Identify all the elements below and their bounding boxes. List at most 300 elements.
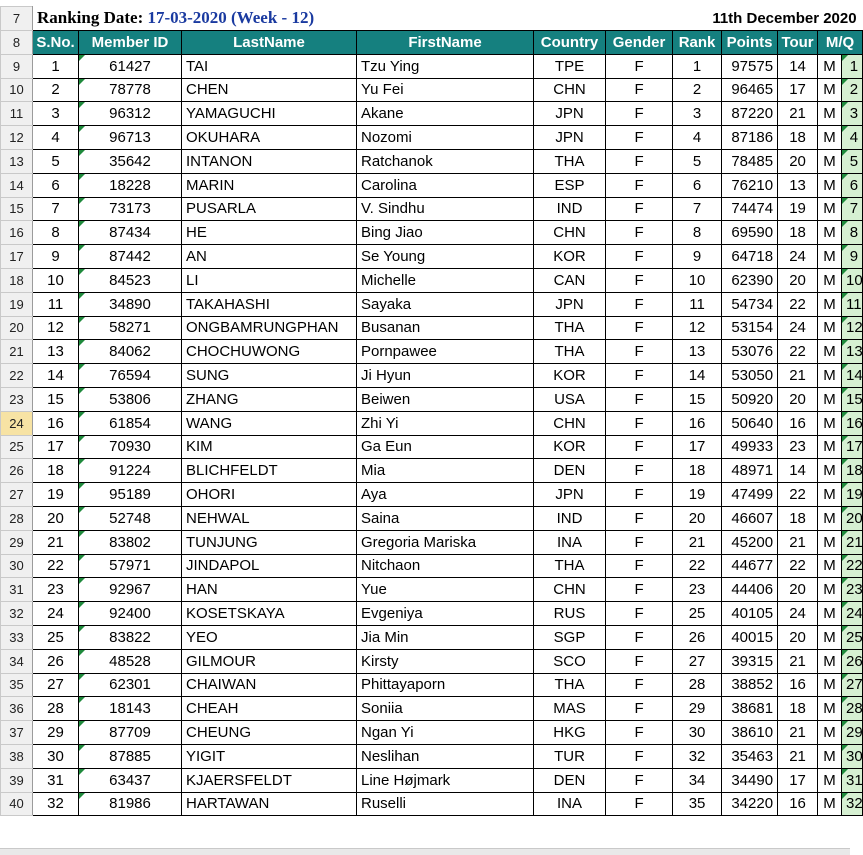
cell-member-id[interactable]: 34890	[79, 292, 182, 316]
cell-tour[interactable]: 17	[778, 78, 818, 102]
header-gender[interactable]: Gender	[606, 31, 673, 55]
cell-m[interactable]: M	[818, 697, 842, 721]
cell-lastname[interactable]: CHEN	[182, 78, 357, 102]
cell-q[interactable]: 20	[842, 506, 863, 530]
cell-country[interactable]: THA	[534, 340, 606, 364]
cell-q[interactable]: 22	[842, 554, 863, 578]
cell-country[interactable]: CHN	[534, 78, 606, 102]
cell-country[interactable]: JPN	[534, 102, 606, 126]
cell-member-id[interactable]: 52748	[79, 506, 182, 530]
cell-points[interactable]: 87220	[722, 102, 778, 126]
cell-rank[interactable]: 13	[673, 340, 722, 364]
cell-tour[interactable]: 24	[778, 245, 818, 269]
cell-tour[interactable]: 20	[778, 149, 818, 173]
cell-tour[interactable]: 20	[778, 268, 818, 292]
cell-sno[interactable]: 11	[33, 292, 79, 316]
cell-tour[interactable]: 18	[778, 697, 818, 721]
cell-sno[interactable]: 28	[33, 697, 79, 721]
cell-member-id[interactable]: 92400	[79, 602, 182, 626]
row-header[interactable]: 23	[1, 387, 33, 411]
cell-sno[interactable]: 21	[33, 530, 79, 554]
cell-rank[interactable]: 6	[673, 173, 722, 197]
cell-tour[interactable]: 21	[778, 530, 818, 554]
cell-member-id[interactable]: 70930	[79, 435, 182, 459]
cell-firstname[interactable]: Neslihan	[357, 744, 534, 768]
cell-firstname[interactable]: Nitchaon	[357, 554, 534, 578]
cell-sno[interactable]: 27	[33, 673, 79, 697]
row-header[interactable]: 12	[1, 126, 33, 150]
cell-member-id[interactable]: 81986	[79, 792, 182, 816]
cell-m[interactable]: M	[818, 364, 842, 388]
cell-q[interactable]: 15	[842, 387, 863, 411]
cell-lastname[interactable]: PUSARLA	[182, 197, 357, 221]
row-header[interactable]: 9	[1, 54, 33, 78]
cell-firstname[interactable]: Bing Jiao	[357, 221, 534, 245]
cell-sno[interactable]: 22	[33, 554, 79, 578]
row-header[interactable]: 25	[1, 435, 33, 459]
cell-country[interactable]: SGP	[534, 625, 606, 649]
cell-country[interactable]: JPN	[534, 292, 606, 316]
cell-q[interactable]: 12	[842, 316, 863, 340]
cell-country[interactable]: HKG	[534, 721, 606, 745]
cell-rank[interactable]: 11	[673, 292, 722, 316]
cell-country[interactable]: KOR	[534, 364, 606, 388]
cell-member-id[interactable]: 87709	[79, 721, 182, 745]
cell-points[interactable]: 47499	[722, 483, 778, 507]
cell-rank[interactable]: 15	[673, 387, 722, 411]
cell-sno[interactable]: 1	[33, 54, 79, 78]
cell-sno[interactable]: 12	[33, 316, 79, 340]
cell-member-id[interactable]: 96312	[79, 102, 182, 126]
cell-m[interactable]: M	[818, 554, 842, 578]
cell-lastname[interactable]: HARTAWAN	[182, 792, 357, 816]
cell-lastname[interactable]: INTANON	[182, 149, 357, 173]
cell-tour[interactable]: 24	[778, 602, 818, 626]
cell-m[interactable]: M	[818, 197, 842, 221]
cell-tour[interactable]: 16	[778, 673, 818, 697]
cell-rank[interactable]: 9	[673, 245, 722, 269]
cell-country[interactable]: MAS	[534, 697, 606, 721]
cell-rank[interactable]: 35	[673, 792, 722, 816]
cell-firstname[interactable]: Se Young	[357, 245, 534, 269]
cell-tour[interactable]: 19	[778, 197, 818, 221]
cell-rank[interactable]: 5	[673, 149, 722, 173]
cell-points[interactable]: 76210	[722, 173, 778, 197]
cell-m[interactable]: M	[818, 506, 842, 530]
cell-member-id[interactable]: 87885	[79, 744, 182, 768]
cell-m[interactable]: M	[818, 578, 842, 602]
cell-m[interactable]: M	[818, 102, 842, 126]
cell-firstname[interactable]: Ruselli	[357, 792, 534, 816]
cell-member-id[interactable]: 61854	[79, 411, 182, 435]
cell-points[interactable]: 53050	[722, 364, 778, 388]
cell-firstname[interactable]: Kirsty	[357, 649, 534, 673]
cell-q[interactable]: 31	[842, 768, 863, 792]
cell-rank[interactable]: 12	[673, 316, 722, 340]
row-header[interactable]: 18	[1, 268, 33, 292]
cell-firstname[interactable]: Ji Hyun	[357, 364, 534, 388]
cell-points[interactable]: 46607	[722, 506, 778, 530]
row-header[interactable]: 29	[1, 530, 33, 554]
cell-rank[interactable]: 10	[673, 268, 722, 292]
cell-rank[interactable]: 20	[673, 506, 722, 530]
cell-member-id[interactable]: 18228	[79, 173, 182, 197]
cell-points[interactable]: 38610	[722, 721, 778, 745]
cell-points[interactable]: 39315	[722, 649, 778, 673]
cell-lastname[interactable]: GILMOUR	[182, 649, 357, 673]
cell-m[interactable]: M	[818, 459, 842, 483]
cell-points[interactable]: 62390	[722, 268, 778, 292]
row-header[interactable]: 19	[1, 292, 33, 316]
cell-rank[interactable]: 27	[673, 649, 722, 673]
cell-points[interactable]: 54734	[722, 292, 778, 316]
cell-tour[interactable]: 21	[778, 649, 818, 673]
header-member-id[interactable]: Member ID	[79, 31, 182, 55]
row-header[interactable]: 40	[1, 792, 33, 816]
cell-lastname[interactable]: CHAIWAN	[182, 673, 357, 697]
cell-tour[interactable]: 17	[778, 768, 818, 792]
cell-tour[interactable]: 21	[778, 744, 818, 768]
cell-q[interactable]: 30	[842, 744, 863, 768]
cell-lastname[interactable]: CHEAH	[182, 697, 357, 721]
cell-gender[interactable]: F	[606, 54, 673, 78]
cell-lastname[interactable]: HAN	[182, 578, 357, 602]
cell-m[interactable]: M	[818, 721, 842, 745]
cell-rank[interactable]: 17	[673, 435, 722, 459]
cell-points[interactable]: 97575	[722, 54, 778, 78]
cell-firstname[interactable]: Pornpawee	[357, 340, 534, 364]
cell-rank[interactable]: 25	[673, 602, 722, 626]
cell-country[interactable]: IND	[534, 506, 606, 530]
cell-sno[interactable]: 8	[33, 221, 79, 245]
cell-q[interactable]: 28	[842, 697, 863, 721]
header-points[interactable]: Points	[722, 31, 778, 55]
cell-sno[interactable]: 26	[33, 649, 79, 673]
cell-gender[interactable]: F	[606, 268, 673, 292]
cell-points[interactable]: 38852	[722, 673, 778, 697]
cell-firstname[interactable]: Soniia	[357, 697, 534, 721]
cell-points[interactable]: 50920	[722, 387, 778, 411]
cell-firstname[interactable]: Saina	[357, 506, 534, 530]
cell-q[interactable]: 5	[842, 149, 863, 173]
cell-sno[interactable]: 14	[33, 364, 79, 388]
row-header[interactable]: 22	[1, 364, 33, 388]
cell-gender[interactable]: F	[606, 126, 673, 150]
cell-tour[interactable]: 22	[778, 554, 818, 578]
cell-m[interactable]: M	[818, 340, 842, 364]
cell-country[interactable]: KOR	[534, 245, 606, 269]
cell-lastname[interactable]: YEO	[182, 625, 357, 649]
cell-tour[interactable]: 16	[778, 411, 818, 435]
cell-firstname[interactable]: Ga Eun	[357, 435, 534, 459]
cell-points[interactable]: 38681	[722, 697, 778, 721]
cell-lastname[interactable]: CHEUNG	[182, 721, 357, 745]
row-header[interactable]: 14	[1, 173, 33, 197]
cell-firstname[interactable]: V. Sindhu	[357, 197, 534, 221]
cell-gender[interactable]: F	[606, 697, 673, 721]
row-header[interactable]: 33	[1, 625, 33, 649]
cell-sno[interactable]: 31	[33, 768, 79, 792]
cell-firstname[interactable]: Tzu Ying	[357, 54, 534, 78]
cell-sno[interactable]: 10	[33, 268, 79, 292]
cell-country[interactable]: JPN	[534, 483, 606, 507]
cell-sno[interactable]: 30	[33, 744, 79, 768]
report-date-cell[interactable]: 11th December 2020	[712, 9, 857, 27]
cell-points[interactable]: 50640	[722, 411, 778, 435]
cell-lastname[interactable]: JINDAPOL	[182, 554, 357, 578]
cell-member-id[interactable]: 92967	[79, 578, 182, 602]
cell-member-id[interactable]: 53806	[79, 387, 182, 411]
cell-m[interactable]: M	[818, 173, 842, 197]
cell-sno[interactable]: 6	[33, 173, 79, 197]
cell-member-id[interactable]: 83802	[79, 530, 182, 554]
cell-member-id[interactable]: 84062	[79, 340, 182, 364]
cell-gender[interactable]: F	[606, 554, 673, 578]
cell-member-id[interactable]: 78778	[79, 78, 182, 102]
cell-country[interactable]: THA	[534, 149, 606, 173]
cell-gender[interactable]: F	[606, 340, 673, 364]
cell-member-id[interactable]: 91224	[79, 459, 182, 483]
cell-q[interactable]: 11	[842, 292, 863, 316]
cell-gender[interactable]: F	[606, 459, 673, 483]
row-header[interactable]: 27	[1, 483, 33, 507]
cell-q[interactable]: 6	[842, 173, 863, 197]
cell-tour[interactable]: 22	[778, 483, 818, 507]
cell-m[interactable]: M	[818, 54, 842, 78]
cell-country[interactable]: KOR	[534, 435, 606, 459]
cell-tour[interactable]: 18	[778, 221, 818, 245]
cell-gender[interactable]: F	[606, 102, 673, 126]
cell-member-id[interactable]: 83822	[79, 625, 182, 649]
cell-member-id[interactable]: 63437	[79, 768, 182, 792]
cell-member-id[interactable]: 35642	[79, 149, 182, 173]
cell-points[interactable]: 35463	[722, 744, 778, 768]
cell-country[interactable]: RUS	[534, 602, 606, 626]
cell-q[interactable]: 3	[842, 102, 863, 126]
cell-points[interactable]: 49933	[722, 435, 778, 459]
cell-lastname[interactable]: BLICHFELDT	[182, 459, 357, 483]
cell-member-id[interactable]: 62301	[79, 673, 182, 697]
cell-q[interactable]: 9	[842, 245, 863, 269]
cell-q[interactable]: 19	[842, 483, 863, 507]
cell-gender[interactable]: F	[606, 245, 673, 269]
cell-m[interactable]: M	[818, 221, 842, 245]
cell-sno[interactable]: 23	[33, 578, 79, 602]
cell-rank[interactable]: 14	[673, 364, 722, 388]
row-header[interactable]: 37	[1, 721, 33, 745]
row-header[interactable]: 32	[1, 602, 33, 626]
cell-q[interactable]: 18	[842, 459, 863, 483]
cell-gender[interactable]: F	[606, 744, 673, 768]
cell-firstname[interactable]: Akane	[357, 102, 534, 126]
cell-gender[interactable]: F	[606, 625, 673, 649]
cell-m[interactable]: M	[818, 625, 842, 649]
cell-q[interactable]: 32	[842, 792, 863, 816]
cell-m[interactable]: M	[818, 768, 842, 792]
cell-gender[interactable]: F	[606, 78, 673, 102]
cell-tour[interactable]: 20	[778, 578, 818, 602]
cell-country[interactable]: CHN	[534, 221, 606, 245]
header-sno[interactable]: S.No.	[33, 31, 79, 55]
cell-gender[interactable]: F	[606, 173, 673, 197]
cell-points[interactable]: 48971	[722, 459, 778, 483]
cell-country[interactable]: USA	[534, 387, 606, 411]
cell-gender[interactable]: F	[606, 411, 673, 435]
row-header[interactable]: 24	[1, 411, 33, 435]
cell-tour[interactable]: 14	[778, 54, 818, 78]
cell-sno[interactable]: 15	[33, 387, 79, 411]
cell-country[interactable]: TUR	[534, 744, 606, 768]
cell-q[interactable]: 13	[842, 340, 863, 364]
cell-country[interactable]: THA	[534, 554, 606, 578]
row-header[interactable]: 13	[1, 149, 33, 173]
cell-gender[interactable]: F	[606, 435, 673, 459]
cell-q[interactable]: 2	[842, 78, 863, 102]
cell-points[interactable]: 64718	[722, 245, 778, 269]
cell-sno[interactable]: 9	[33, 245, 79, 269]
cell-firstname[interactable]: Evgeniya	[357, 602, 534, 626]
cell-rank[interactable]: 32	[673, 744, 722, 768]
cell-gender[interactable]: F	[606, 578, 673, 602]
cell-firstname[interactable]: Michelle	[357, 268, 534, 292]
cell-rank[interactable]: 26	[673, 625, 722, 649]
cell-gender[interactable]: F	[606, 316, 673, 340]
cell-q[interactable]: 4	[842, 126, 863, 150]
cell-sno[interactable]: 16	[33, 411, 79, 435]
cell-tour[interactable]: 22	[778, 340, 818, 364]
cell-q[interactable]: 10	[842, 268, 863, 292]
cell-lastname[interactable]: KOSETSKAYA	[182, 602, 357, 626]
ranking-date-cell[interactable]	[33, 7, 673, 31]
cell-sno[interactable]: 7	[33, 197, 79, 221]
cell-points[interactable]: 45200	[722, 530, 778, 554]
cell-m[interactable]: M	[818, 744, 842, 768]
cell-tour[interactable]: 21	[778, 364, 818, 388]
row-header[interactable]: 15	[1, 197, 33, 221]
cell-gender[interactable]: F	[606, 149, 673, 173]
cell-gender[interactable]: F	[606, 530, 673, 554]
cell-lastname[interactable]: SUNG	[182, 364, 357, 388]
cell-tour[interactable]: 20	[778, 387, 818, 411]
row-header[interactable]: 31	[1, 578, 33, 602]
cell-q[interactable]: 24	[842, 602, 863, 626]
cell-points[interactable]: 53076	[722, 340, 778, 364]
cell-gender[interactable]: F	[606, 768, 673, 792]
cell-points[interactable]: 40015	[722, 625, 778, 649]
cell-tour[interactable]: 23	[778, 435, 818, 459]
cell-q[interactable]: 27	[842, 673, 863, 697]
cell-gender[interactable]: F	[606, 483, 673, 507]
cell-m[interactable]: M	[818, 292, 842, 316]
cell-firstname[interactable]: Zhi Yi	[357, 411, 534, 435]
cell-sno[interactable]: 19	[33, 483, 79, 507]
cell-sno[interactable]: 17	[33, 435, 79, 459]
cell-m[interactable]: M	[818, 268, 842, 292]
cell-firstname[interactable]: Mia	[357, 459, 534, 483]
cell-country[interactable]: DEN	[534, 459, 606, 483]
cell-country[interactable]: CHN	[534, 411, 606, 435]
cell-firstname[interactable]: Carolina	[357, 173, 534, 197]
row-header[interactable]: 28	[1, 506, 33, 530]
cell-country[interactable]: THA	[534, 673, 606, 697]
cell-lastname[interactable]: TAKAHASHI	[182, 292, 357, 316]
cell-firstname[interactable]: Yue	[357, 578, 534, 602]
cell-firstname[interactable]: Busanan	[357, 316, 534, 340]
header-country[interactable]: Country	[534, 31, 606, 55]
cell-member-id[interactable]: 57971	[79, 554, 182, 578]
cell-firstname[interactable]: Ratchanok	[357, 149, 534, 173]
cell-points[interactable]: 34490	[722, 768, 778, 792]
cell-lastname[interactable]: CHOCHUWONG	[182, 340, 357, 364]
cell-tour[interactable]: 22	[778, 292, 818, 316]
cell-tour[interactable]: 18	[778, 126, 818, 150]
cell-country[interactable]: TPE	[534, 54, 606, 78]
row-header[interactable]: 30	[1, 554, 33, 578]
cell-q[interactable]: 8	[842, 221, 863, 245]
header-mq[interactable]: M/Q	[818, 31, 863, 55]
cell-country[interactable]: CAN	[534, 268, 606, 292]
cell-q[interactable]: 17	[842, 435, 863, 459]
cell-m[interactable]: M	[818, 126, 842, 150]
cell-points[interactable]: 40105	[722, 602, 778, 626]
row-header[interactable]: 17	[1, 245, 33, 269]
cell-tour[interactable]: 21	[778, 102, 818, 126]
cell-firstname[interactable]: Gregoria Mariska	[357, 530, 534, 554]
cell-sno[interactable]: 25	[33, 625, 79, 649]
row-header[interactable]: 21	[1, 340, 33, 364]
cell-rank[interactable]: 34	[673, 768, 722, 792]
cell-q[interactable]: 29	[842, 721, 863, 745]
cell-lastname[interactable]: ZHANG	[182, 387, 357, 411]
cell-rank[interactable]: 19	[673, 483, 722, 507]
cell-m[interactable]: M	[818, 435, 842, 459]
cell-country[interactable]: JPN	[534, 126, 606, 150]
cell-m[interactable]: M	[818, 78, 842, 102]
cell-country[interactable]: THA	[534, 316, 606, 340]
cell-member-id[interactable]: 87442	[79, 245, 182, 269]
cell-q[interactable]: 23	[842, 578, 863, 602]
cell-firstname[interactable]: Nozomi	[357, 126, 534, 150]
cell-country[interactable]: DEN	[534, 768, 606, 792]
cell-rank[interactable]: 22	[673, 554, 722, 578]
cell-lastname[interactable]: TAI	[182, 54, 357, 78]
row-header[interactable]: 39	[1, 768, 33, 792]
cell-rank[interactable]: 1	[673, 54, 722, 78]
cell-gender[interactable]: F	[606, 649, 673, 673]
cell-sno[interactable]: 24	[33, 602, 79, 626]
cell-rank[interactable]: 4	[673, 126, 722, 150]
cell-m[interactable]: M	[818, 602, 842, 626]
cell-m[interactable]: M	[818, 483, 842, 507]
cell-lastname[interactable]: YIGIT	[182, 744, 357, 768]
cell-gender[interactable]: F	[606, 197, 673, 221]
cell-q[interactable]: 1	[842, 54, 863, 78]
row-header[interactable]: 34	[1, 649, 33, 673]
cell-m[interactable]: M	[818, 411, 842, 435]
row-header[interactable]: 16	[1, 221, 33, 245]
cell-gender[interactable]: F	[606, 221, 673, 245]
cell-country[interactable]: CHN	[534, 578, 606, 602]
cell-lastname[interactable]: OHORI	[182, 483, 357, 507]
cell-lastname[interactable]: YAMAGUCHI	[182, 102, 357, 126]
cell-country[interactable]: SCO	[534, 649, 606, 673]
cell-gender[interactable]: F	[606, 673, 673, 697]
cell-tour[interactable]: 16	[778, 792, 818, 816]
cell-rank[interactable]: 8	[673, 221, 722, 245]
cell-q[interactable]: 26	[842, 649, 863, 673]
cell-tour[interactable]: 21	[778, 721, 818, 745]
cell-sno[interactable]: 32	[33, 792, 79, 816]
